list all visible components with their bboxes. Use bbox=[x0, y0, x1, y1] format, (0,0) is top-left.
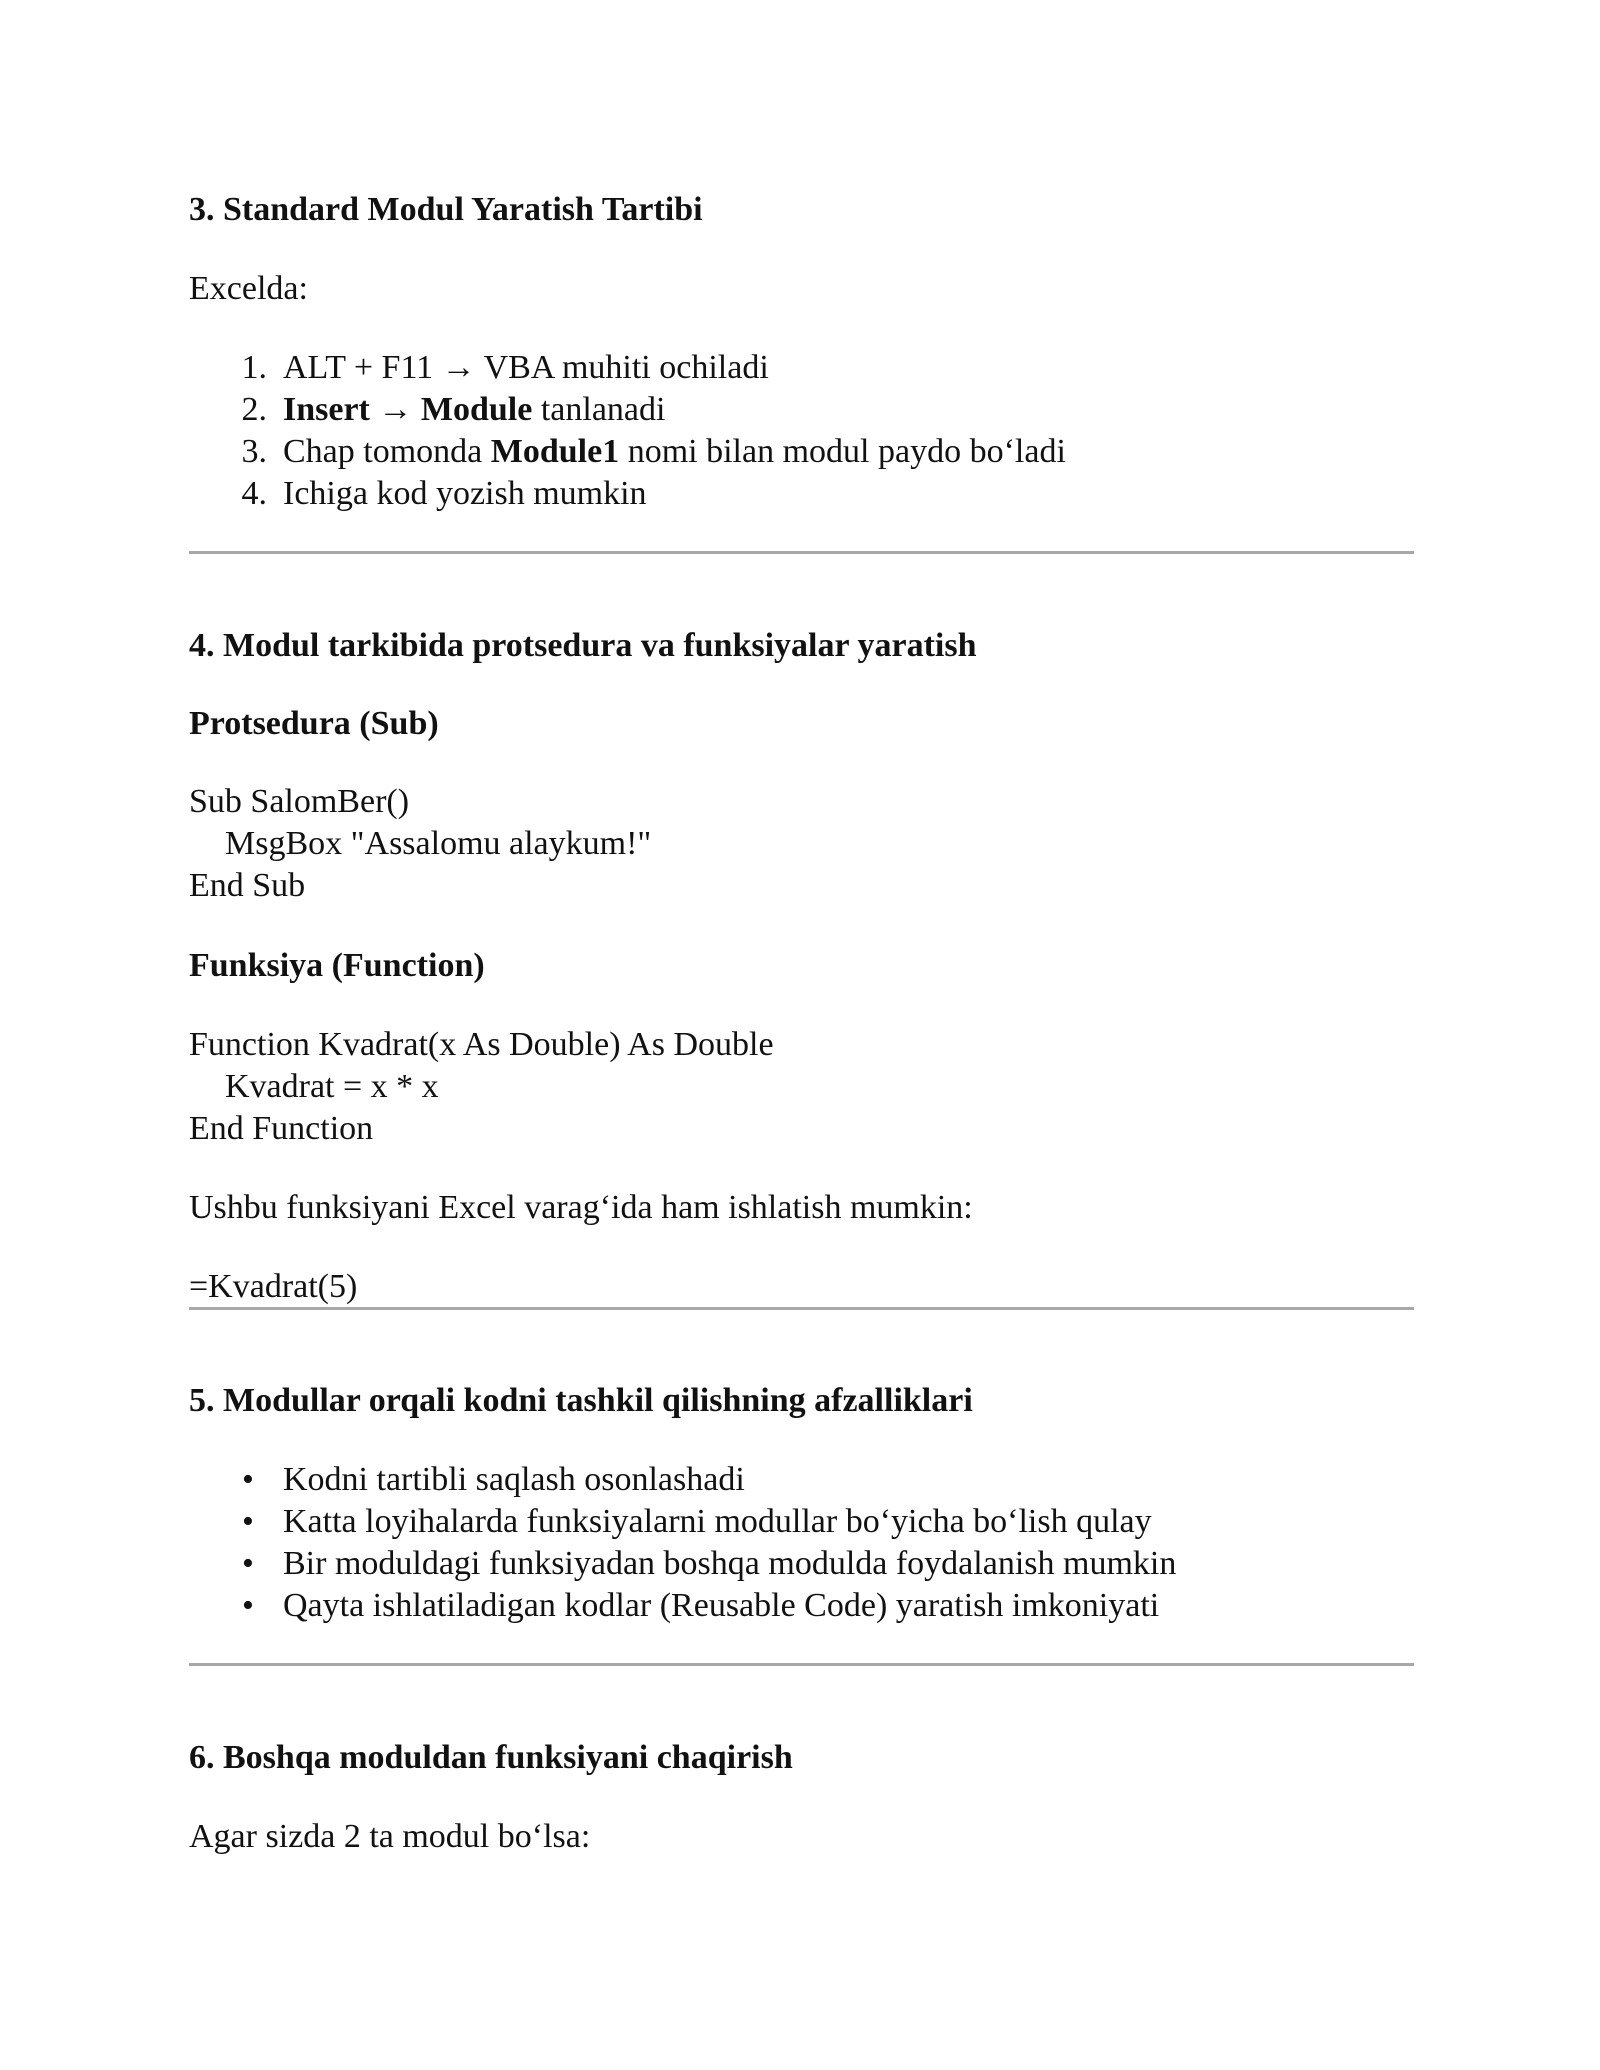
bullet-icon: • bbox=[242, 1461, 254, 1498]
section-4-heading: 4. Modul tarkibida protsedura va funksiyalar yaratish bbox=[189, 627, 977, 664]
code-line: Kvadrat = x * x bbox=[225, 1068, 439, 1105]
code-line: Sub SalomBer() bbox=[189, 783, 410, 820]
horizontal-rule bbox=[189, 1663, 1414, 1666]
section-6-intro: Agar sizda 2 ta modul bo‘lsa: bbox=[189, 1818, 591, 1855]
section-3-heading: 3. Standard Modul Yaratish Tartibi bbox=[189, 191, 703, 228]
code-line: End Function bbox=[189, 1110, 374, 1147]
step-text-part: tanlanadi bbox=[532, 391, 666, 428]
horizontal-rule bbox=[189, 551, 1414, 554]
step-number: 3. bbox=[241, 433, 267, 470]
step-text-part: ALT + F11 → VBA muhiti ochiladi bbox=[283, 349, 769, 386]
step-text bbox=[283, 347, 769, 389]
horizontal-rule bbox=[189, 1307, 1414, 1310]
code-line: MsgBox "Assalomu alaykum!" bbox=[225, 825, 652, 862]
bullet-icon: • bbox=[242, 1587, 254, 1624]
bullet-icon: • bbox=[242, 1503, 254, 1540]
usage-text: Ushbu funksiyani Excel varag‘ida ham ishlatish mumkin: bbox=[189, 1189, 973, 1226]
code-line: End Sub bbox=[189, 867, 306, 904]
step-text bbox=[283, 389, 665, 431]
step-text-part: Ichiga kod yozish mumkin bbox=[283, 475, 647, 512]
step-text-part: → bbox=[369, 391, 421, 428]
function-heading: Funksiya (Function) bbox=[189, 947, 485, 984]
bullet-icon: • bbox=[242, 1545, 254, 1582]
list-item-text: Kodni tartibli saqlash osonlashadi bbox=[283, 1461, 745, 1498]
section-3-intro: Excelda: bbox=[189, 270, 308, 307]
step-number: 4. bbox=[241, 475, 267, 512]
section-5-heading: 5. Modullar orqali kodni tashkil qilishning afzalliklari bbox=[189, 1382, 973, 1419]
step-text bbox=[283, 473, 647, 515]
list-item-text: Qayta ishlatiladigan kodlar (Reusable Code) yaratish imkoniyati bbox=[283, 1587, 1160, 1624]
section-6-heading: 6. Boshqa moduldan funksiyani chaqirish bbox=[189, 1739, 793, 1776]
step-text-bold: Module bbox=[420, 391, 533, 428]
code-line: Function Kvadrat(x As Double) As Double bbox=[189, 1026, 774, 1063]
list-item-text: Katta loyihalarda funksiyalarni modullar bo‘yicha bo‘lish qulay bbox=[283, 1503, 1152, 1540]
step-number: 2. bbox=[241, 391, 267, 428]
usage-example: =Kvadrat(5) bbox=[189, 1268, 358, 1305]
step-number: 1. bbox=[241, 349, 267, 386]
step-text bbox=[283, 431, 1066, 473]
step-text-bold: Module1 bbox=[490, 433, 620, 470]
list-item-text: Bir moduldagi funksiyadan boshqa modulda foydalanish mumkin bbox=[283, 1545, 1177, 1582]
sub-heading: Protsedura (Sub) bbox=[189, 705, 439, 742]
step-text-part: nomi bilan modul paydo bo‘ladi bbox=[619, 433, 1066, 470]
step-text-bold: Insert bbox=[283, 391, 370, 428]
step-text-part: Chap tomonda bbox=[283, 433, 491, 470]
